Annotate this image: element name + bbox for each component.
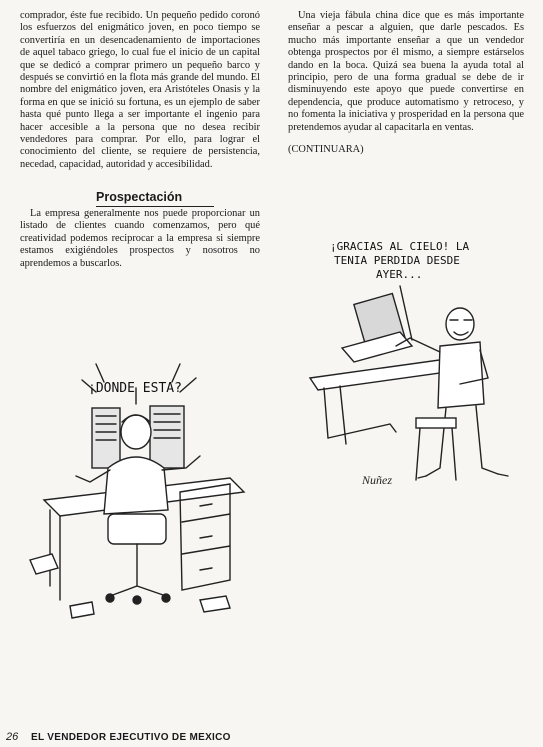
- left-paragraph-1: comprador, éste fue recibido. Un pequeño pedido coronó los esfuerzos del enigmático joven, en poco tiempo se convertiría en un desencadenamiento de importaciones de aquel tabaco griego, lo cual fue el inicio de un capital que se dedicó a comprar primero un pequeño barco y después se convirtió en la flota más grande del mundo. El nombre del enigmático joven, era Aristóteles Onasis y la forma en que se inició su fortuna, es un ejemplo de saber hasta qué punto llega a ser importante el ingenio para hacer accesible a la persona que no desea recibir vendedores para comprar. Por ello, para lograr el conocimiento del cliente, se requiere de persistencia, necedad, capacidad, autoridad y accesibilidad.: [20, 10, 260, 170]
- section-heading: [96, 190, 236, 207]
- right-paragraph-1: Una vieja fábula china dice que es más importante enseñar a pescar a alguien, que darle pescados. Es mucho más importante enseñar a que un vendedor obtenga prospectos por él mismo, a siempre estárselos dando en la boca. Quizá sea buena la ayuda total al principio, pero de una forma gradual se debe de ir disminuyendo este apoyo que puede convertirse en dependencia, que produce automatismo y retroceso, y no fomenta la iniciativa y prosperidad en la persona que pretendemos ayudar al capacitarla en ventas.: [288, 10, 524, 133]
- right-bubble-line3: AYER...: [376, 268, 423, 281]
- continued-label: (CONTINUARA): [288, 144, 364, 156]
- right-cartoon: [300, 228, 525, 508]
- left-paragraph-2: La empresa generalmente nos puede proporcionar un listado de clientes cuando comenzamos, pero qué creatividad podemos reciprocar a la empresa si siempre estamos exigiéndoles prospectos y nosotros no aprendemos a buscarlos.: [20, 208, 260, 269]
- cartoon-signature: Nuñez: [362, 473, 392, 487]
- right-bubble-line1: ¡GRACIAS AL CIELO! LA: [330, 240, 470, 253]
- page-footer: [6, 731, 536, 743]
- right-column: [288, 10, 524, 156]
- page-number: 26: [6, 731, 19, 743]
- magazine-name: EL VENDEDOR EJECUTIVO DE MEXICO: [31, 732, 231, 743]
- left-column: [20, 10, 260, 171]
- left-column-2: [20, 208, 260, 270]
- heading-underline: [96, 206, 214, 207]
- section-heading-text: Prospectación: [96, 190, 183, 204]
- right-bubble-line2: TENIA PERDIDA DESDE: [334, 254, 460, 267]
- left-bubble-text: ¡DONDE ESTA?: [88, 381, 182, 396]
- left-cartoon: [30, 350, 260, 620]
